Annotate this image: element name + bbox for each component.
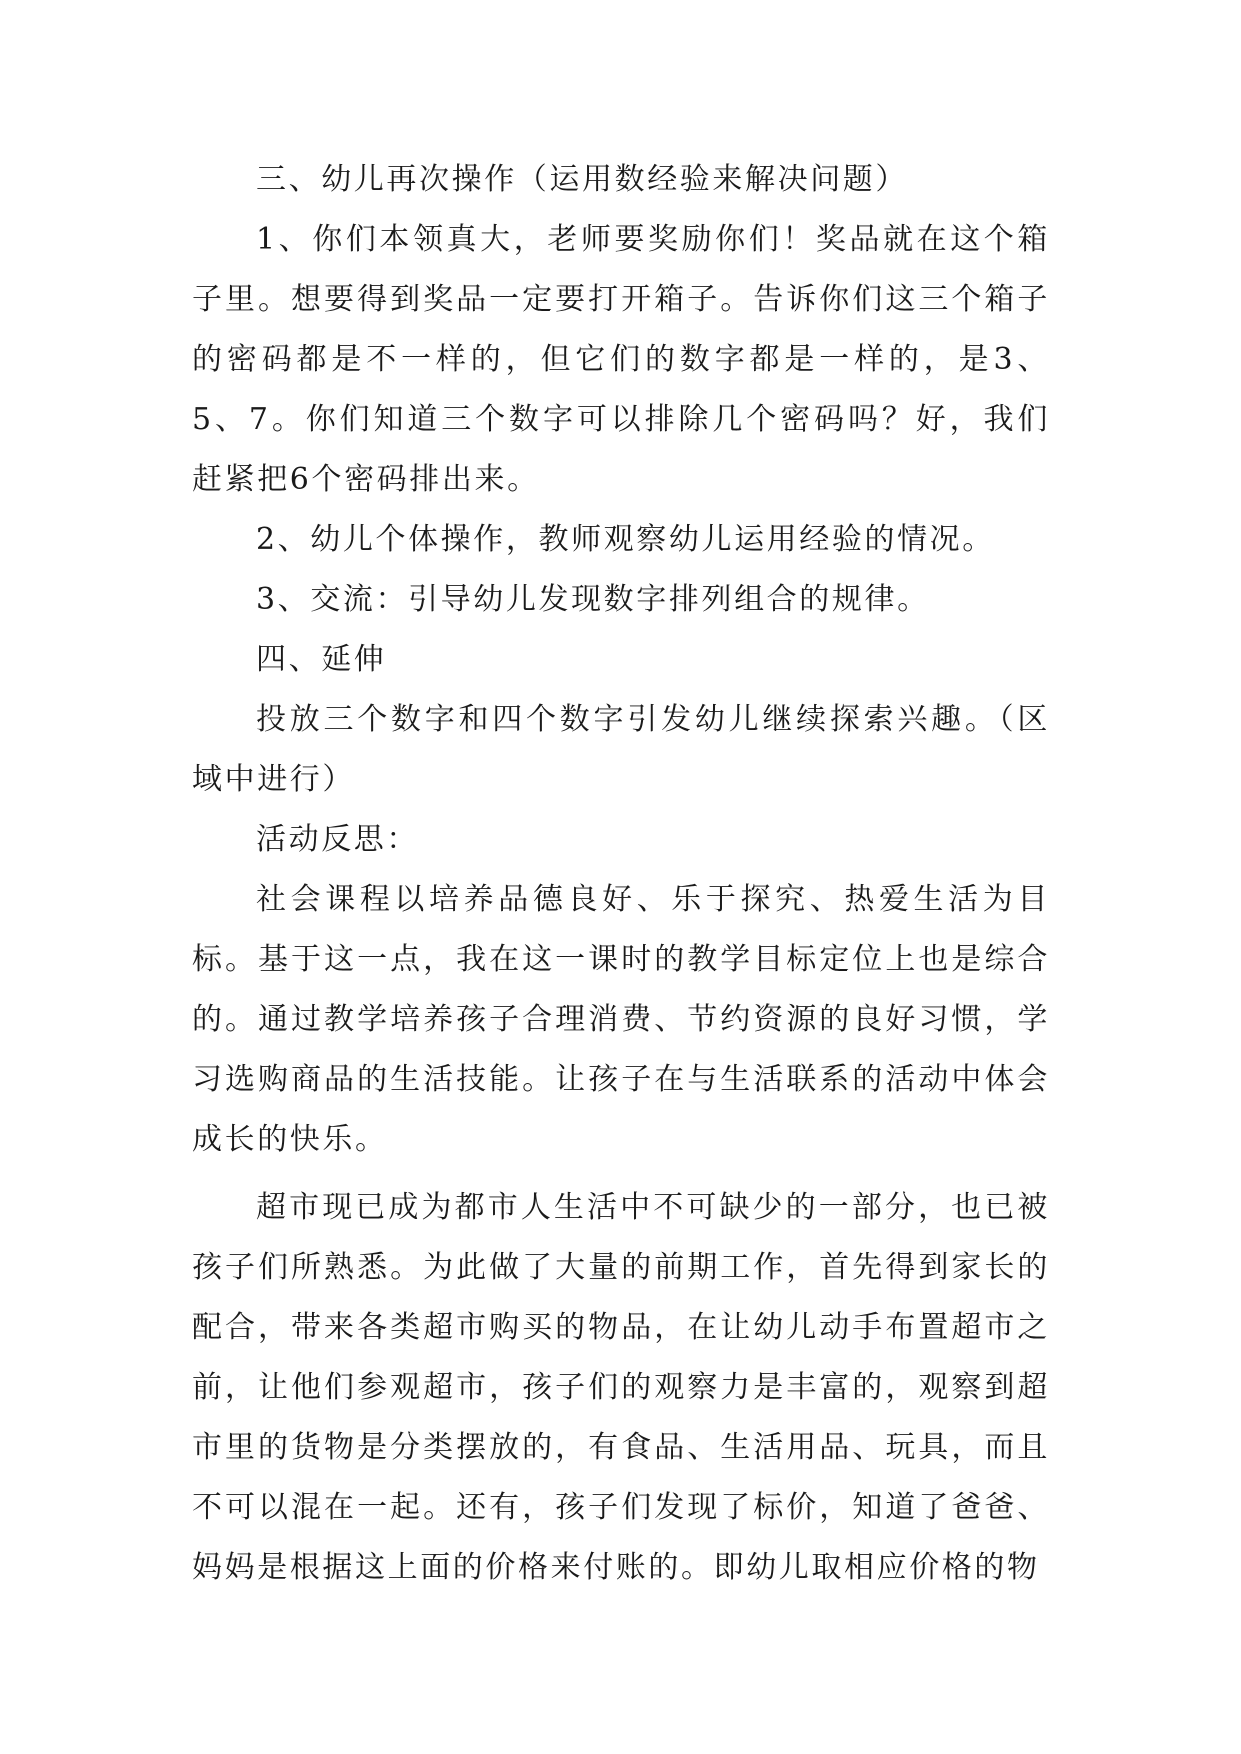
document-page: [192, 150, 1050, 1598]
paragraph-reflection-1: 社会课程以培养品德良好、乐于探究、热爱生活为目标。基于这一点，我在这一课时的教学目标定位上也是综合的。通过教学培养孩子合理消费、节约资源的良好习惯，学习选购商品的生活技能。让孩子在与生活联系的活动中体会成长的快乐。: [192, 882, 1050, 1157]
section-heading-reflection: 活动反思：: [256, 822, 419, 857]
paragraph-step-1: 1、你们本领真大，老师要奖励你们！奖品就在这个箱子里。想要得到奖品一定要打开箱子。告诉你们这三个箱子的密码都是不一样的，但它们的数字都是一样的，是3、5、7。你们知道三个数字可以排除几个密码吗？好，我们赶紧把6个密码排出来。: [192, 222, 1050, 497]
paragraph-step-3: 3、交流：引导幼儿发现数字排列组合的规律。: [256, 582, 930, 617]
paragraph-step-2: 2、幼儿个体操作，教师观察幼儿运用经验的情况。: [256, 522, 995, 557]
section-heading-extension: 四、延伸: [256, 642, 387, 677]
paragraph-extension: 投放三个数字和四个数字引发幼儿继续探索兴趣。（区域中进行）: [192, 702, 1050, 797]
section-heading-operation: 三、幼儿再次操作（运用数经验来解决问题）: [256, 162, 908, 197]
paragraph-reflection-2: 超市现已成为都市人生活中不可缺少的一部分，也已被孩子们所熟悉。为此做了大量的前期工作，首先得到家长的配合，带来各类超市购买的物品，在让幼儿动手布置超市之前，让他们参观超市，孩子们的观察力是丰富的，观察到超市里的货物是分类摆放的，有食品、生活用品、玩具，而且不可以混在一起。还有，孩子们发现了标价，知道了爸爸、妈妈是根据这上面的价格来付账的。即幼儿取相应价格的物: [192, 1190, 1050, 1585]
